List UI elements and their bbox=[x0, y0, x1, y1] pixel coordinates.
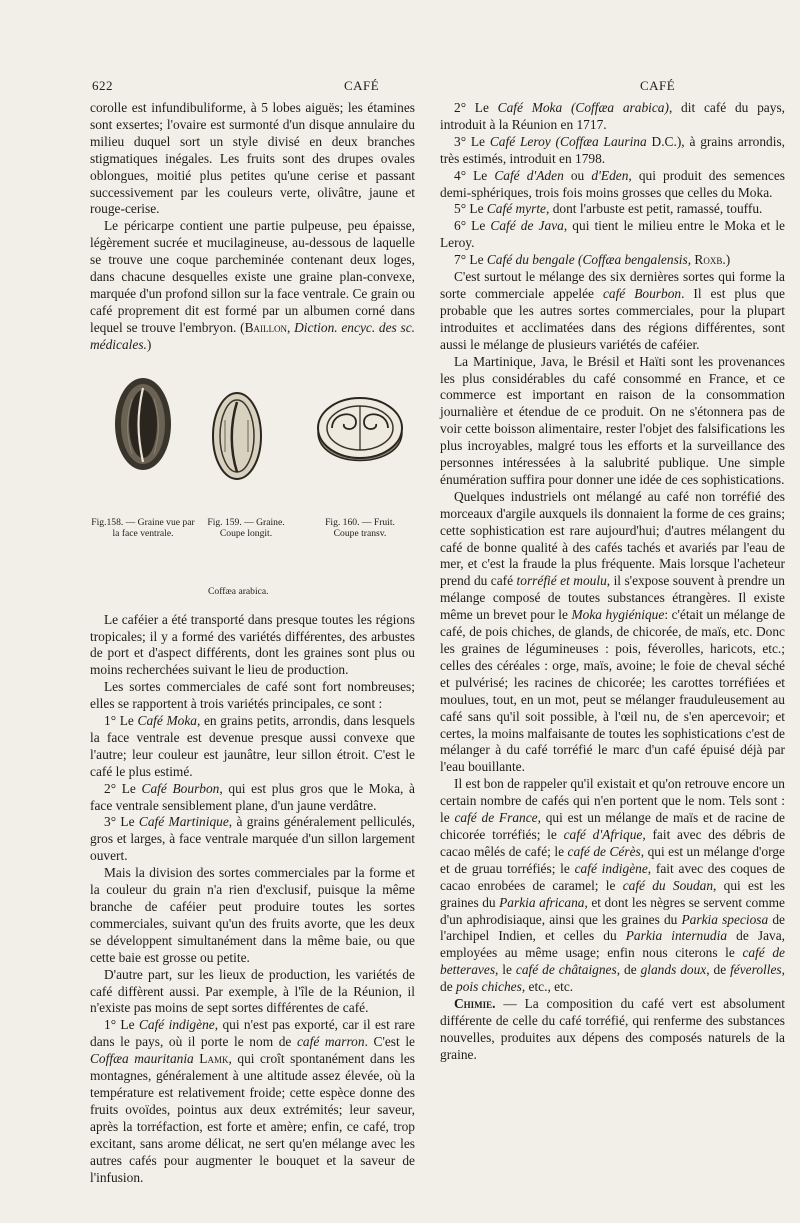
left-column bbox=[90, 100, 415, 1186]
coffee-bean-ventral-figure bbox=[112, 374, 174, 474]
paragraph: Quelques industriels ont mélangé au café non torréfié des morceaux d'argile auxquels ils donnaient la forme de ces grains; cette sophistication est rare aujourd'hui; d'autres mélangent du café de bonne qualité à des cafés tachés et avariés par l'eau de mer, et c'est la fraude la plus fréquente. Mais lorsque l'acheteur prend du café torréfié et moulu, il s'expose souvent à prendre un mélange composé de toutes substances étrangères. Il existe même un brevet pour le Moka hygiénique: c'était un mélange de café, de pois chiches, de glands, de chicorée, de maïs, etc. Donc les graines de légumineuses : pois, féverolles, haricots, etc.; celles des céréales : orge, maïs, avoine; le foie de cheval séché et pulvérisé; les racines de chicorée; les carottes torréfiées et moulues, tout, en un mot, peut se mélanger frauduleusement au café sans qu'il soit possible, à l'œil nu, de s'en apercevoir; et certes, la moins malfaisante de toutes les sophistications c'est de mélanger à du café torréfié le marc d'un café épuisé déjà par l'eau bouillante. bbox=[440, 488, 786, 775]
coffee-fruit-cross-section-figure bbox=[312, 392, 408, 482]
paragraph: Le caféier a été transporté dans presque toutes les régions tropicales; il y a formé des variétés différentes, des arbustes de port et d'aspect différents, dont les graines sont plus ou moins recherchées suivant le lieu de production. bbox=[90, 611, 415, 678]
list-item: 3° Le Café Martinique, à grains généralement pelliculés, gros et larges, à face ventrale marquée d'un sillon largement ouvert. bbox=[90, 814, 416, 864]
page-number: 622 bbox=[92, 78, 113, 93]
list-item: 7° Le Café du bengale (Coffæa bengalensis, Roxb.) bbox=[454, 252, 731, 268]
coffee-bean-section-figure bbox=[210, 390, 264, 482]
list-item: 2° Le Café Bourbon, qui est plus gros que le Moka, à face ventrale sensiblement plane, d'un jaune verdâtre. bbox=[90, 780, 416, 813]
paragraph: Le péricarpe contient une partie pulpeuse, peu épaisse, légèrement sucrée et mucilagineuse, au-dessous de laquelle se trouve une coque parcheminée contenant deux loges, dans chacune desquelles existe une graine plan-convexe, marquée d'un profond sillon sur la face ventrale. Ce grain ou café proprement dit est formé par un albumen corné dans lequel se trouve l'embryon. (Baillon, Diction. encyc. des sc. médicales.) bbox=[90, 218, 415, 352]
species-caption: Coffæa arabica. bbox=[208, 585, 269, 597]
right-column bbox=[440, 100, 785, 1064]
paragraph: La Martinique, Java, le Brésil et Haïti sont les provenances les plus considérables du café consommé en France, et ce commerce est important en raison de la consommation journalière et étendue de ce produit. On ne s'étonnera pas de voir cette boisson alimentaire, rester l'objet des falsifications les plus incroyables, malgré tous les efforts et la surveillance des personnes intéressées à la salubrité publique. Une simple énumération suffira pour donner une idée de ces sophistications. bbox=[440, 353, 785, 487]
figure-caption: Fig. 160. — Fruit. Coupe transv. bbox=[325, 516, 395, 539]
list-item: 4° Le Café d'Aden ou d'Eden, qui produit des semences demi-sphériques, trois fois moins grosses que celles du Moka. bbox=[440, 167, 786, 200]
list-item: 6° Le Café de Java, qui tient le milieu entre le Moka et le Leroy. bbox=[440, 218, 785, 251]
running-header bbox=[92, 78, 692, 98]
paragraph: D'autre part, sur les lieux de production, les variétés de café diffèrent aussi. Par exemple, à l'île de la Réunion, il n'existe pas moins de sept sortes différentes de café. bbox=[90, 966, 415, 1016]
list-item: 1° Le Café indigène, qui n'est pas exporté, car il est rare dans le pays, où il porte le nom de café marron. C'est le Coffæa mauritania Lamk, qui croît spontanément dans les montagnes, généralement à une altitude assez élevée, où la température est relativement froide; cette espèce donne des fruits ovoïdes, pointus aux deux extrémités; leur saveur, après la torréfaction, est forte et amère; enfin, ce café, trop excitant, sans arome délicat, ne sert qu'en mélange avec les autres cafés pour augmenter le bouquet et la saveur de l'infusion. bbox=[90, 1017, 416, 1185]
figure-caption: Fig.158. — Graine vue par la face ventrale. bbox=[91, 516, 195, 539]
paragraph: Les sortes commerciales de café sont fort nombreuses; elles se rapportent à trois variétés principales, ce sont : bbox=[90, 679, 415, 712]
list-item: 5° Le Café myrte, dont l'arbuste est petit, ramassé, touffu. bbox=[454, 201, 763, 217]
header-title-right: CAFÉ bbox=[640, 78, 676, 93]
paragraph: Mais la division des sortes commerciales par la forme et la couleur du grain n'a rien d'exclusif, puisque la même branche de caféier peut produire toutes les sortes commerciales, suivant qu'un des fruits avorte, que les deux se développent simultanément dans la même baie, ou que cette baie est grosse ou petite. bbox=[90, 865, 415, 965]
figure-caption: Fig. 159. — Graine. Coupe longit. bbox=[207, 516, 285, 539]
list-item: 2° Le Café Moka (Coffæa arabica), dit café du pays, introduit à la Réunion en 1717. bbox=[440, 100, 785, 132]
paragraph: corolle est infundibuliforme, à 5 lobes aiguës; les étamines sont exsertes; l'ovaire est surmonté d'un disque annulaire du milieu duquel sort un style divisé en deux branches stigmatiques inégales. Les fruits sont des drupes ovales oblongues, moitié plus petites qu'une cerise et passant successivement par les couleurs verte, olivâtre, jaune et rouge-cerise. bbox=[90, 100, 415, 217]
paragraph: Chimie. — La composition du café vert est absolument différente de celle du café torréfié, qui renferme des substances nouvelles, produites aux dépens des composés naturels de la graine. bbox=[440, 996, 785, 1062]
figures bbox=[90, 362, 415, 602]
paragraph: C'est surtout le mélange des six dernières sortes qui forme la sorte commerciale appelée café Bourbon. Il est plus que probable que les autres sortes commerciales, pour la plupart introduites et acclimatées dans des régions différentes, sont aussi le mélange de plusieurs variétés de caféier. bbox=[440, 269, 785, 352]
list-item: 1° Le Café Moka, en grains petits, arrondis, dans lesquels la face ventrale est devenue presque aussi convexe que l'autre; leur couleur est jaunâtre, leur sillon étroit. C'est le café le plus estimé. bbox=[90, 713, 415, 779]
header-title-left: CAFÉ bbox=[344, 78, 380, 93]
section-label: Chimie. bbox=[454, 996, 496, 1012]
paragraph: Il est bon de rappeler qu'il existait et qu'on retrouve encore un certain nombre de cafés qui n'en portent que le nom. Tels sont : le café de France, qui est un mélange de maïs et de racine de chicorée torréfiés; le café d'Afrique, fait avec des débris de cacao mêlés de café; le café de Cérès, qui est un mélange d'orge et de gruau torréfiés; le café indigène, fait avec des coques de cacao enrobées de caramel; le café du Soudan, qui est les graines du Parkia africana, et dont les nègres se servent comme d'un aphrodisiaque, ainsi que les graines du Parkia speciosa de l'archipel Indien, et celles du Parkia internudia de Java, employées au même usage; enfin nous citerons le café de betteraves, le café de châtaignes, de glands doux, de féverolles, de pois chiches, etc., etc. bbox=[440, 776, 786, 995]
list-item: 3° Le Café Leroy (Coffæa Laurina D.C.), à grains arrondis, très estimés, introduit en 1798. bbox=[440, 133, 786, 166]
